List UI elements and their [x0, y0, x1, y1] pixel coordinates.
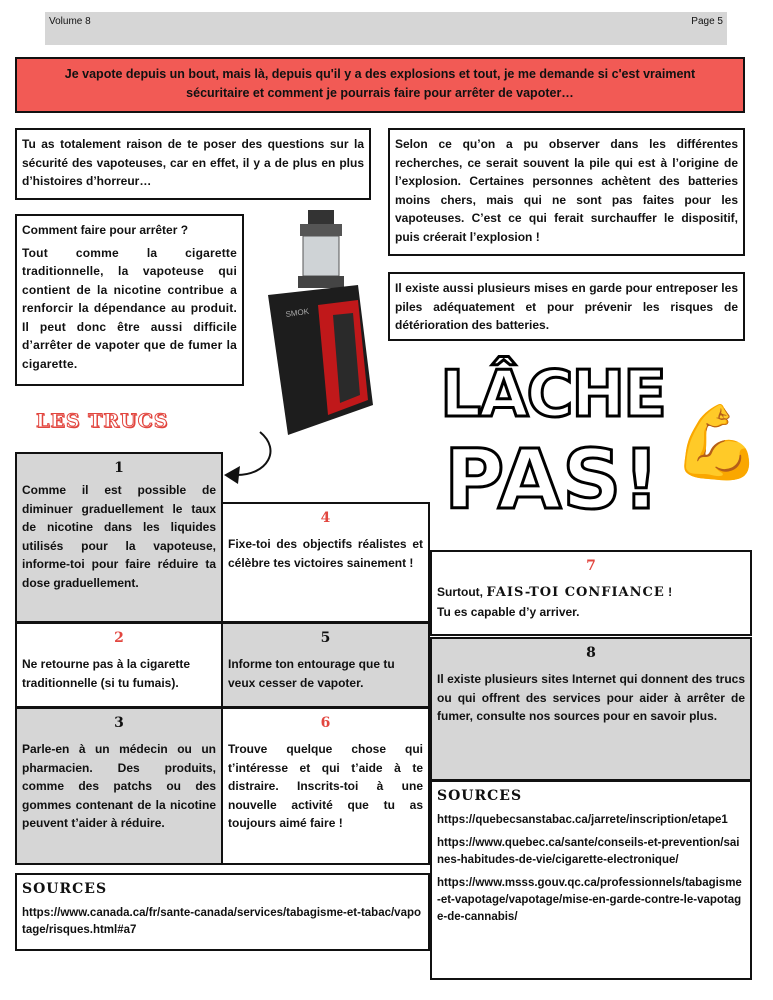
source-link[interactable]: https://www.canada.ca/fr/sante-canada/services/tabagisme-et-tabac/vapotage/risques.html#a7 — [22, 906, 422, 936]
vaporizer-brand: SMOK — [285, 306, 310, 319]
flexed-biceps-icon: 💪 — [672, 403, 762, 483]
tip-8 — [430, 637, 752, 781]
sources-right — [430, 780, 752, 980]
tip-text-line2: Tu es capable d’y arriver. — [437, 604, 580, 619]
tip-text: Parle-en à un médecin ou un pharmacien. Des produits, comme des patchs ou des gommes contenant de la nicotine peuvent t’aider à réduire. — [22, 742, 216, 830]
source-link[interactable]: https://quebecsanstabac.ca/jarrete/inscription/etape1 — [437, 813, 728, 826]
tip-text: Ne retourne pas à la cigarette traditionnelle (si tu fumais). — [22, 657, 191, 690]
tip-text: Fixe-toi des objectifs réalistes et célèbre tes victoires sainement ! — [228, 537, 423, 570]
slogan-line-1: LÂCHE — [440, 358, 665, 432]
answer-safety-box — [15, 128, 371, 200]
tip-text: Comme il est possible de diminuer graduellement le taux de nicotine dans les liquides utilisés pour la vapoteuse, informe-toi pour faire réduire ta dose graduellement. — [22, 483, 216, 590]
tip-number: 3 — [114, 715, 124, 731]
quit-box — [15, 214, 244, 386]
tip-text: Trouve quelque chose qui t’intéresse et qui t’aide à te distraire. Inscrits-toi à une nouvelle activité que tu as toujours aimé faire ! — [228, 742, 423, 830]
tip-number: 7 — [586, 558, 596, 574]
slogan-line-2: PAS! — [444, 433, 661, 528]
source-link[interactable]: https://www.quebec.ca/sante/conseils-et-prevention/saines-habitudes-de-vie/cigarette-electronique/ — [437, 836, 740, 866]
answer-warnings-box — [388, 272, 745, 341]
slogan-graphic — [440, 352, 665, 528]
tip-1 — [15, 452, 223, 623]
tip-number: 6 — [320, 715, 331, 731]
tip-text: Surtout, — [437, 585, 483, 599]
tip-number: 4 — [320, 510, 331, 526]
sources-left — [15, 873, 430, 951]
tip-2 — [15, 622, 223, 708]
answer-battery-text: Selon ce qu’on a pu observer dans les différentes recherches, ce serait souvent la pile qui est à l’origine de l’explosion. Certaines personnes achètent des batteries moins chers, mais qui ne sont pas faites pour les vapoteuses. C’est ce qui ferait surchauffer le dispositif, puis créerait l’explosion ! — [395, 137, 738, 244]
tip-6 — [221, 707, 430, 865]
sources-title: SOURCES — [22, 881, 108, 897]
quit-title: Comment faire pour arrêter ? — [22, 223, 189, 237]
tip-text-end: ! — [664, 585, 673, 599]
sources-title: SOURCES — [437, 788, 523, 804]
tip-text: Informe ton entourage que tu veux cesser de vapoter. — [228, 657, 395, 690]
tip-7 — [430, 550, 752, 636]
answer-safety-text: Tu as totalement raison de te poser des questions sur la sécurité des vapoteuses, car en effet, il y a de plus en plus d’histoires d’horreur… — [22, 137, 364, 188]
volume-label: Volume 8 — [49, 16, 91, 27]
tip-3 — [15, 707, 223, 865]
answer-battery-box — [388, 128, 745, 256]
answer-warnings-text: Il existe aussi plusieurs mises en garde pour entreposer les piles adéquatement et pour prévenir les risques de détérioration des batteries. — [395, 281, 738, 332]
tip-emphasis: FAIS-TOI CONFIANCE — [486, 585, 665, 600]
page-number: Page 5 — [691, 16, 723, 27]
trucs-title: LES TRUCS — [36, 410, 169, 432]
tip-number: 1 — [114, 460, 124, 476]
tip-number: 5 — [320, 630, 331, 646]
vaporizer-image — [258, 205, 383, 440]
curved-arrow-icon — [222, 430, 277, 490]
quit-body: Tout comme la cigarette traditionnelle, la vapoteuse qui contient de la nicotine contribue a renforcir la dépendance au produit. Il peut donc être aussi difficile d’arrêter de vapoter que de fumer la cigarette. — [22, 245, 237, 371]
question-box — [15, 57, 745, 113]
tip-5 — [221, 622, 430, 708]
question-text: Je vapote depuis un bout, mais là, depuis qu'il y a des explosions et tout, je me demande si c'est vraiment sécuritaire et comment je pourrais faire pour arrêter de vapoter… — [64, 67, 696, 100]
tip-number: 2 — [114, 630, 124, 646]
tip-text: Il existe plusieurs sites Internet qui donnent des trucs ou qui offrent des services pour aider à arrêter de fumer, consulte nos sources pour en savoir plus. — [437, 672, 745, 723]
tip-number: 8 — [586, 645, 596, 661]
page-header — [45, 12, 727, 45]
source-link[interactable]: https://www.msss.gouv.qc.ca/professionnels/tabagisme-et-vapotage/vapotage/mise-en-garde-contre-le-vapotage-de-cannabis/ — [437, 876, 742, 923]
tip-4 — [221, 502, 430, 623]
